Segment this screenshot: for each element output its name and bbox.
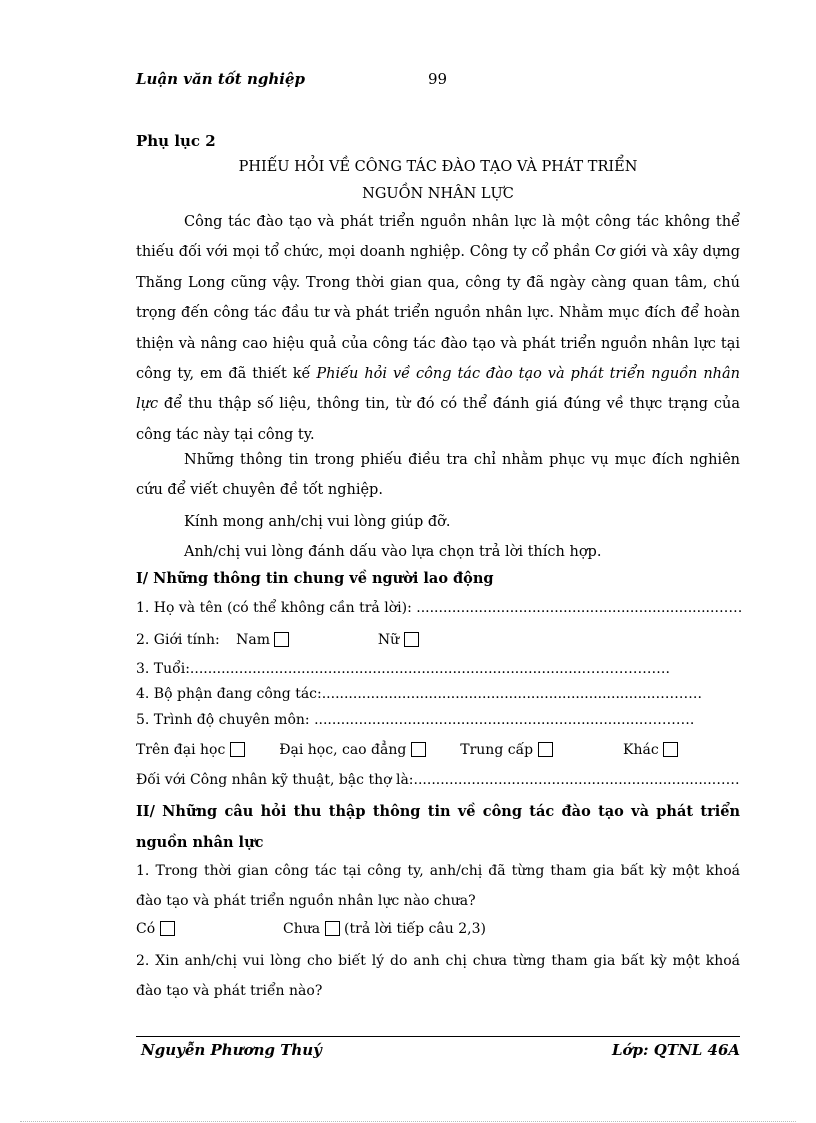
intro-paragraph-4: Anh/chị vui lòng đánh dấu vào lựa chọn trả lời thích hợp. (184, 544, 602, 560)
checkbox-no[interactable] (325, 921, 340, 936)
section-2-question-2: 2. Xin anh/chị vui lòng cho biết lý do anh chị chưa từng tham gia bất kỳ một khoá đào tạo và phát triển nào? (136, 953, 740, 1000)
question-worker-level (136, 772, 740, 788)
intro-paragraph-1 (136, 207, 740, 450)
section-2-heading: II/ Những câu hỏi thu thập thông tin về công tác đào tạo và phát triển nguồn nhân lực (136, 803, 740, 851)
option-label-university: Đại học, cao đẳng (279, 742, 407, 758)
checkbox-university[interactable] (411, 742, 426, 757)
checkbox-other[interactable] (663, 742, 678, 757)
intro-text-after: để thu thập số liệu, thông tin, từ đó có thể đánh giá đúng về thực trạng của công tác này tại công ty. (136, 396, 740, 443)
intro-survey-name: Phiếu hỏi về công tác đào tạo và phát triển nguồn nhân lực (136, 366, 740, 413)
option-note: (trả lời tiếp câu 2,3) (344, 921, 486, 937)
option-label-postgraduate: Trên đại học (136, 742, 226, 758)
checkbox-male[interactable] (274, 632, 289, 647)
question-label: 2. Giới tính: (136, 632, 220, 648)
footer-author: Nguyễn Phương Thuý (141, 1041, 322, 1059)
page-number: 99 (428, 70, 448, 88)
option-label-vocational: Trung cấp (460, 742, 534, 758)
answer-blank[interactable]: ...........................................................................………. (314, 712, 695, 728)
question-label: 4. Bộ phận đang công tác: (136, 686, 322, 702)
intro-text-before: Công tác đào tạo và phát triển nguồn nhân lực là một công tác không thể thiếu đối với mọi tổ chức, mọi doanh nghiệp. Công ty cổ phần Cơ giới và xây dựng Thăng Long cũng vậy. Trong thời gian qua, công ty đã ngày càng quan tâm, chú trọng đến công tác đầu tư và phát triển nguồn nhân lực. Nhằm mục đích để hoàn thiện và nâng cao hiệu quả của công tác đào tạo và phát triển nguồn nhân lực tại công ty, em đã thiết kế (136, 214, 740, 383)
option-label-female: Nữ (377, 632, 400, 648)
question-age (136, 661, 670, 677)
question-qualification (136, 712, 694, 728)
appendix-label: Phụ lục 2 (136, 132, 216, 150)
question-department (136, 686, 702, 702)
running-header-title: Luận văn tốt nghiệp (136, 70, 305, 88)
intro-paragraph-3: Kính mong anh/chị vui lòng giúp đỡ. (184, 514, 451, 530)
page-bottom-edge (20, 1121, 796, 1122)
footer-rule (136, 1036, 740, 1037)
section-2-question-1: 1. Trong thời gian công tác tại công ty, anh/chị đã từng tham gia bất kỳ một khoá đào tạo và phát triển nguồn nhân lực nào chưa? (136, 863, 740, 910)
education-options (136, 742, 678, 758)
question-label: 1. Họ và tên (có thể không cần trả lời): (136, 600, 417, 616)
answer-blank[interactable]: ...................................................................…… (416, 600, 743, 616)
checkbox-vocational[interactable] (538, 742, 553, 757)
question-1-options (136, 921, 486, 937)
document-title-line1: PHIẾU HỎI VỀ CÔNG TÁC ĐÀO TẠO VÀ PHÁT TRIỂN (238, 159, 638, 175)
answer-blank[interactable]: ........................................................................................………………. (189, 661, 670, 677)
question-label: Đối với Công nhân kỹ thuật, bậc thợ là: (136, 772, 414, 788)
question-gender (136, 632, 419, 648)
document-title-line2: NGUỒN NHÂN LỰC (362, 186, 514, 202)
checkbox-postgraduate[interactable] (230, 742, 245, 757)
checkbox-female[interactable] (404, 632, 419, 647)
question-full-name (136, 600, 742, 616)
option-label-yes: Có (136, 921, 156, 937)
option-label-no: Chưa (283, 921, 321, 937)
intro-paragraph-2: Những thông tin trong phiếu điều tra chỉ nhằm phục vụ mục đích nghiên cứu để viết chuyên đề tốt nghiệp. (136, 452, 740, 499)
answer-blank[interactable]: ...........................................................................………. (321, 686, 702, 702)
footer-class: Lớp: QTNL 46A (612, 1041, 741, 1059)
checkbox-yes[interactable] (160, 921, 175, 936)
question-label: 5. Trình độ chuyên môn: (136, 712, 315, 728)
answer-blank[interactable]: ...................................................................…… (413, 772, 740, 788)
option-label-other: Khác (623, 742, 659, 758)
question-label: 3. Tuổi: (136, 661, 190, 677)
section-1-heading: I/ Những thông tin chung về người lao động (136, 570, 494, 587)
option-label-male: Nam (236, 632, 271, 648)
